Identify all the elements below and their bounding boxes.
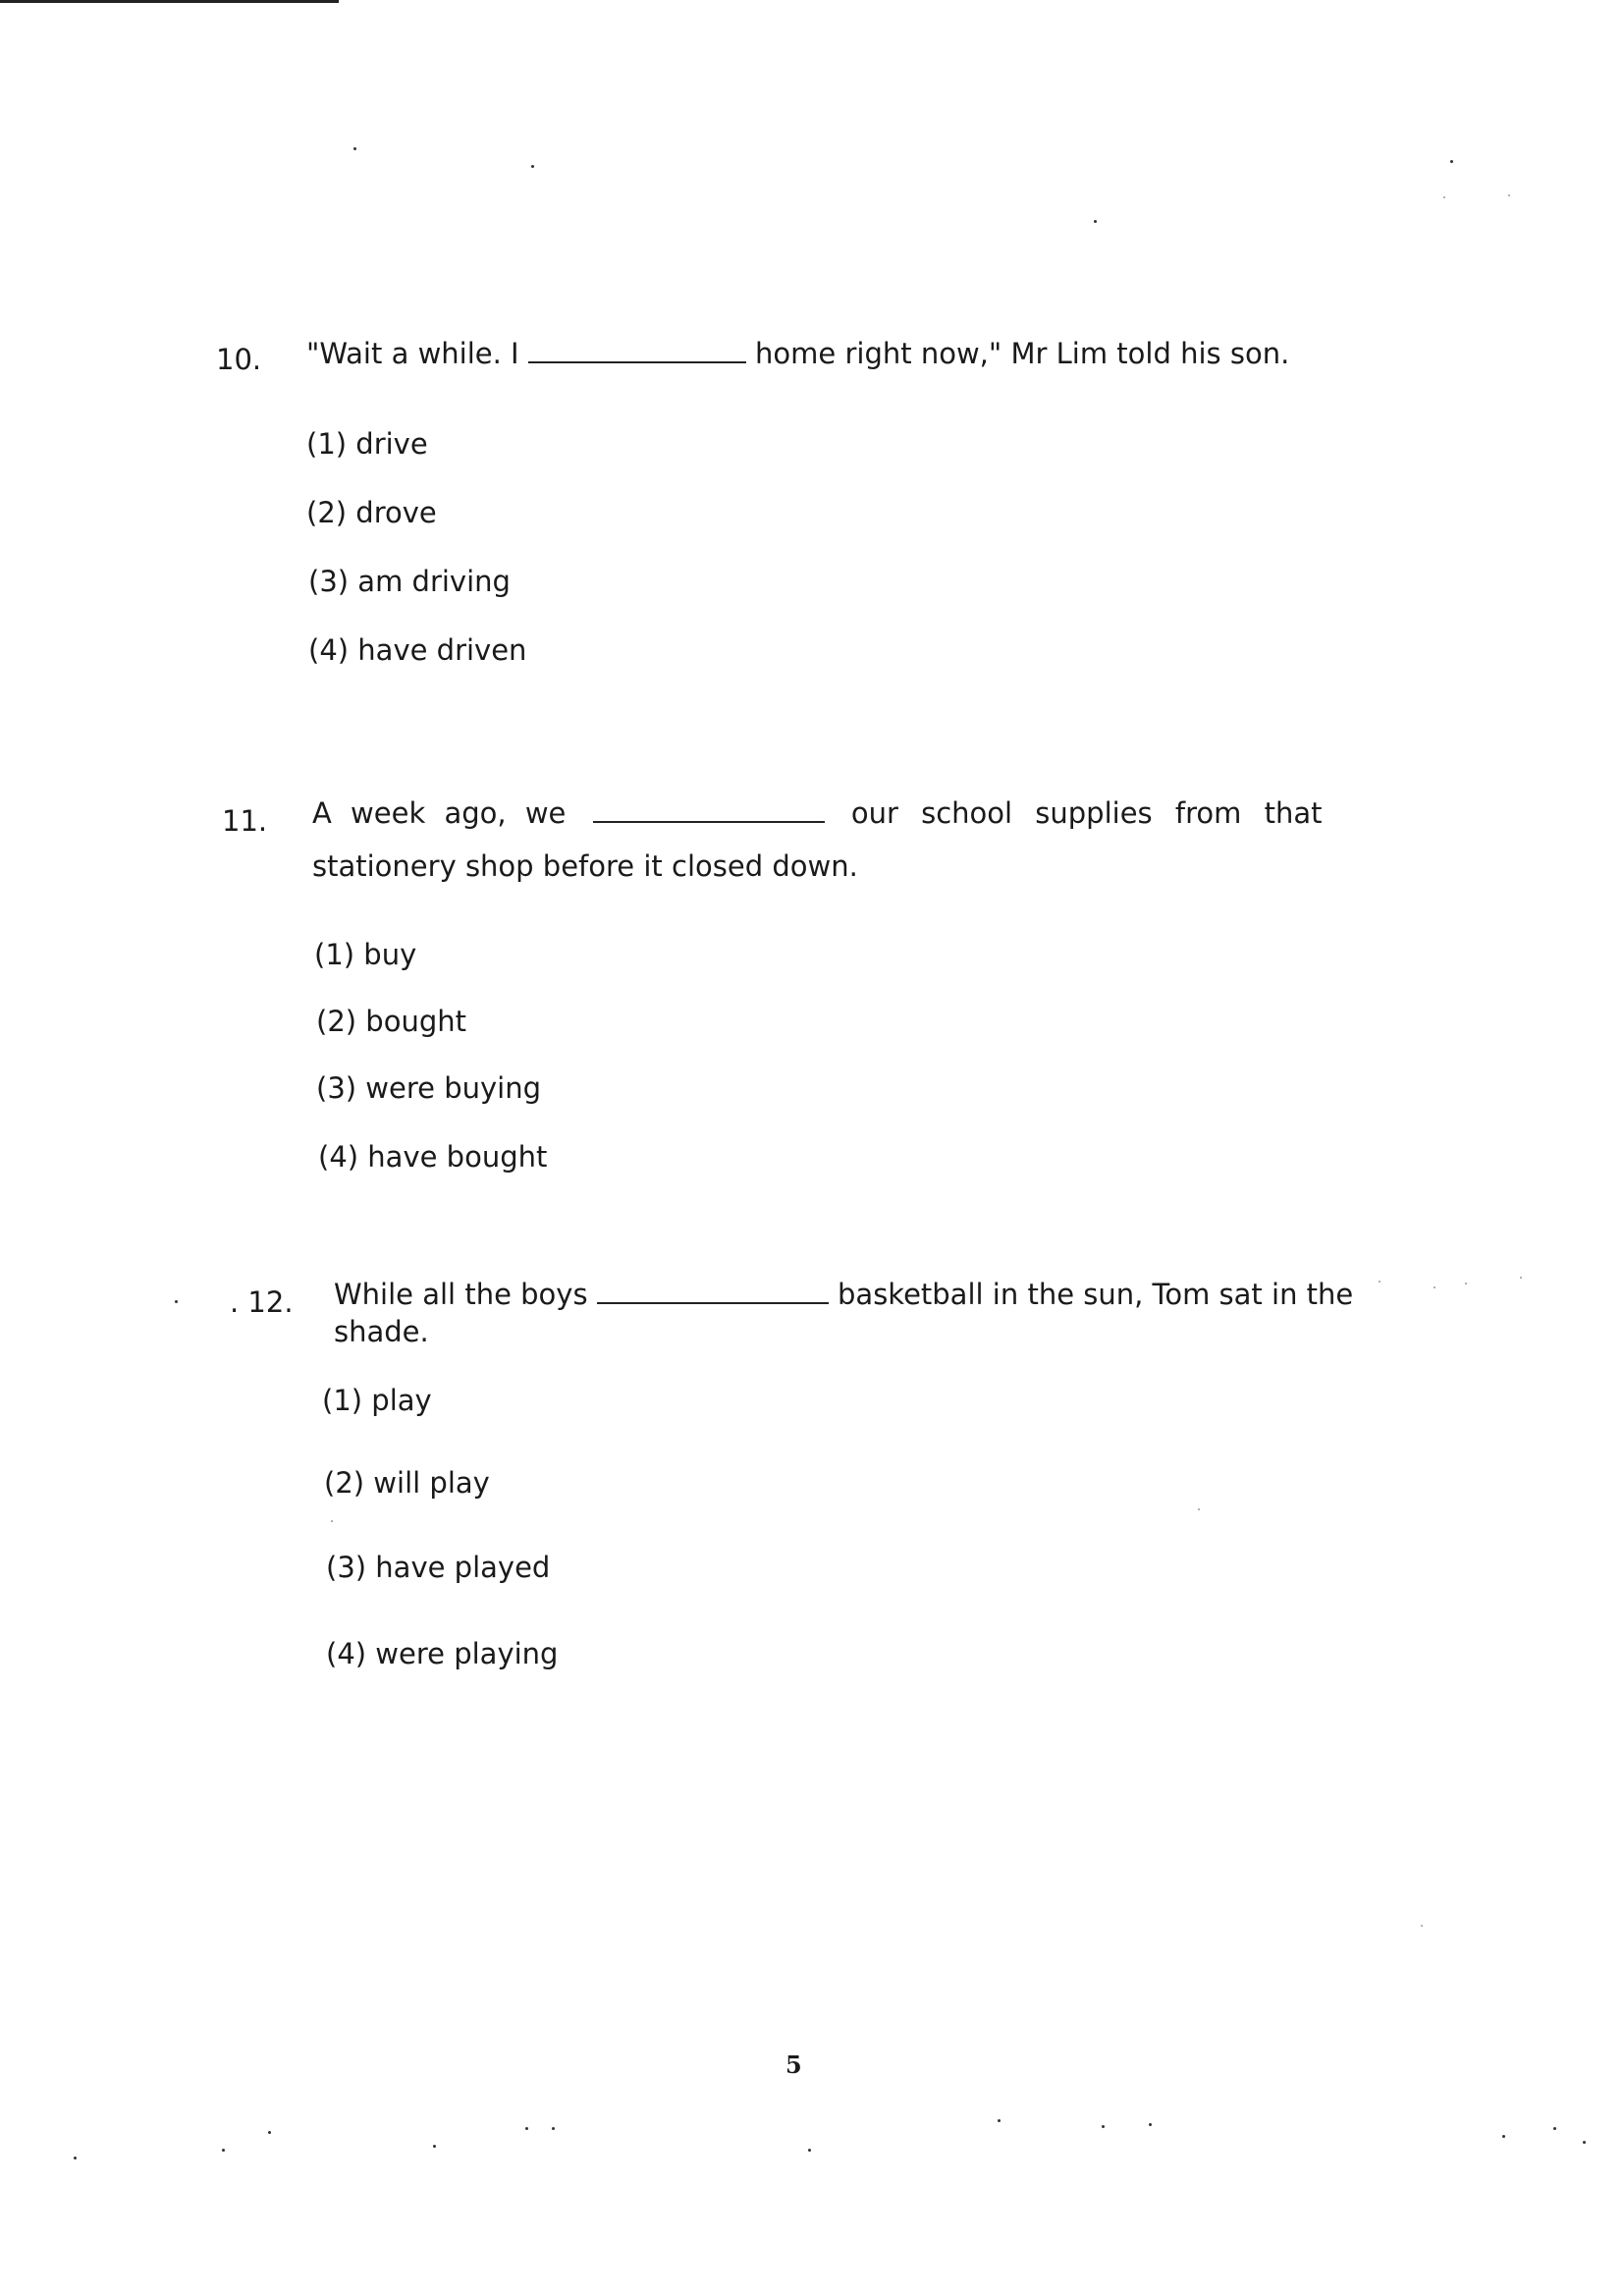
scan-speck	[1443, 196, 1445, 198]
option-1[interactable]: (1) buy	[314, 938, 417, 971]
scan-speck	[808, 2149, 811, 2152]
option-3[interactable]: (3) were buying	[316, 1071, 541, 1105]
option-4[interactable]: (4) have bought	[318, 1140, 548, 1174]
stem-after-blank: home right now," Mr Lim told his son.	[755, 337, 1290, 370]
stem-before-blank: While all the boys	[334, 1278, 588, 1311]
scan-speck	[1198, 1508, 1200, 1510]
scan-speck	[531, 165, 534, 168]
stem-after-blank: basketball in the sun, Tom sat in the	[838, 1278, 1354, 1311]
option-2[interactable]: (2) drove	[306, 496, 437, 529]
question-number: 10.	[216, 343, 262, 376]
stem-before-blank: A week ago, we	[312, 796, 567, 830]
scan-speck	[1450, 160, 1453, 163]
question-stem-line-2: stationery shop before it closed down.	[312, 849, 858, 883]
top-rule	[0, 0, 339, 3]
option-2[interactable]: (2) bought	[316, 1005, 466, 1038]
scan-speck	[353, 147, 356, 150]
scan-speck	[1508, 194, 1510, 196]
answer-blank	[528, 336, 746, 363]
scan-speck	[552, 2127, 555, 2130]
scan-speck	[1421, 1925, 1423, 1927]
scan-speck	[222, 2149, 225, 2152]
scan-speck	[433, 2145, 436, 2148]
scan-speck	[1465, 1283, 1467, 1285]
scan-speck	[525, 2127, 528, 2130]
option-3[interactable]: (3) am driving	[308, 565, 511, 598]
page-number: 5	[785, 2050, 802, 2079]
scan-speck	[1094, 220, 1097, 223]
scan-speck	[1583, 2141, 1586, 2144]
stem-after-blank: our school supplies from that	[850, 796, 1323, 830]
question-stem-line-2: shade.	[334, 1315, 429, 1348]
answer-blank	[593, 795, 825, 823]
scan-speck	[268, 2131, 271, 2134]
option-4[interactable]: (4) have driven	[308, 633, 527, 667]
scan-speck	[1553, 2127, 1556, 2130]
option-2[interactable]: (2) will play	[324, 1466, 490, 1500]
question-number: . 12.	[230, 1285, 294, 1319]
scan-speck	[331, 1520, 333, 1522]
question-stem	[334, 1277, 1353, 1312]
option-1[interactable]: (1) play	[322, 1384, 432, 1417]
option-4[interactable]: (4) were playing	[326, 1637, 559, 1670]
scan-speck	[998, 2119, 1001, 2122]
scan-speck	[1102, 2125, 1105, 2128]
question-number: 11.	[222, 804, 268, 838]
answer-blank	[597, 1277, 829, 1304]
scan-speck	[1434, 1286, 1435, 1288]
scan-speck	[1379, 1281, 1380, 1283]
stem-before-blank: "Wait a while. I	[306, 337, 519, 370]
question-stem	[306, 336, 1289, 371]
scan-speck	[1502, 2135, 1505, 2138]
question-stem	[312, 795, 1322, 831]
scan-speck	[1149, 2123, 1152, 2126]
scan-speck	[175, 1300, 178, 1303]
scan-speck	[1520, 1277, 1522, 1279]
option-1[interactable]: (1) drive	[306, 427, 428, 461]
option-3[interactable]: (3) have played	[326, 1551, 551, 1584]
scan-speck	[74, 2157, 77, 2159]
